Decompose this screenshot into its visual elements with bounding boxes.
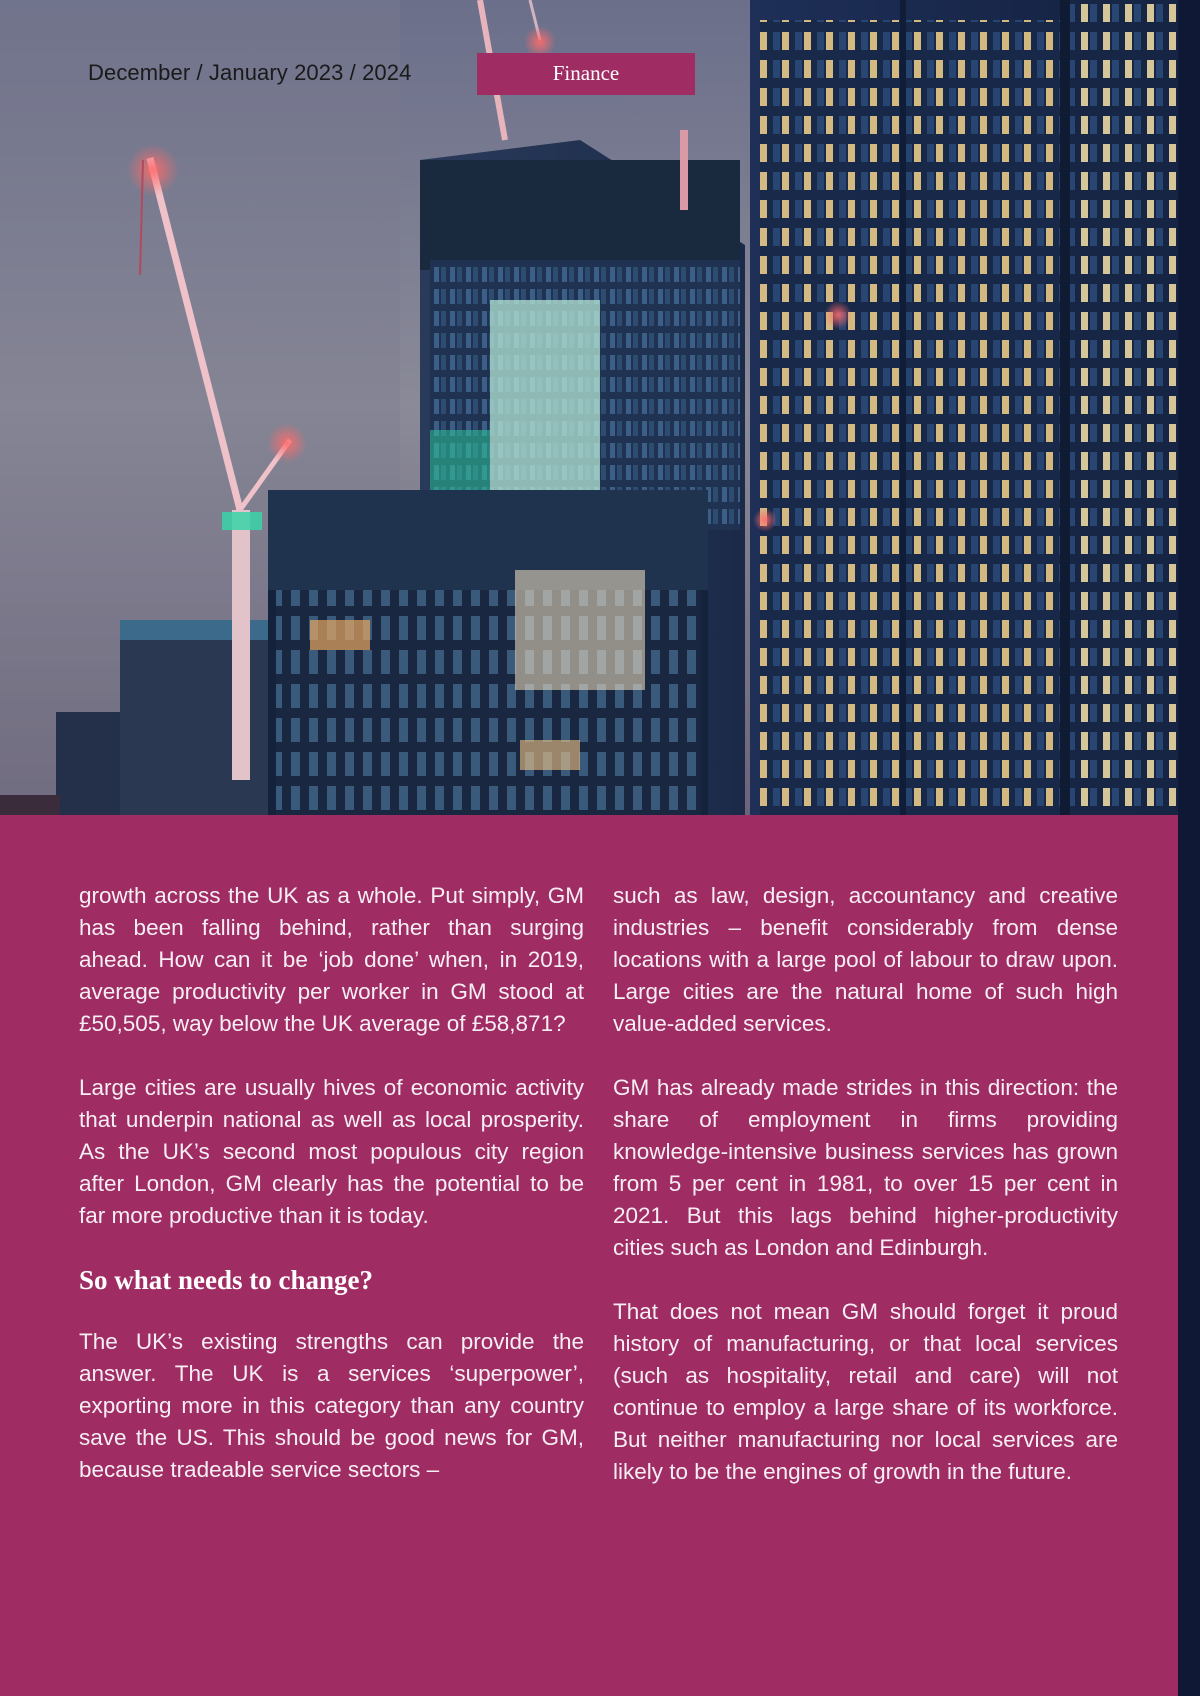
left-paragraph-3: The UK’s existing strengths can provide the answer. The UK is a services ‘superpower’, exporting more in this category than any country save the US. This should be good news for GM, because tradeable service sectors – (79, 1329, 584, 1482)
right-edge-strip (1178, 0, 1200, 1696)
hero-photo (0, 0, 1178, 815)
article-left-column (79, 880, 584, 1518)
right-paragraph-3: That does not mean GM should forget it proud history of manufacturing, or that local services (such as hospitality, retail and care) will not continue to employ a large share of its workforce. But neither manufacturing nor local services are likely to be the engines of growth in the future. (613, 1299, 1118, 1484)
right-paragraph-2: GM has already made strides in this direction: the share of employment in firms providing knowledge-intensive business services has grown from 5 per cent in 1981, to over 15 per cent in 2021. But this lags behind higher-productivity cities such as London and Edinburgh. (613, 1075, 1118, 1260)
left-paragraph-1: growth across the UK as a whole. Put simply, GM has been falling behind, rather than surging ahead. How can it be ‘job done’ when, in 2019, average productivity per worker in GM stood at £50,505, way below the UK average of £58,871? (79, 883, 584, 1036)
city-skyline-photo-icon (0, 0, 1178, 815)
issue-date: December / January 2023 / 2024 (88, 60, 412, 85)
section-heading: So what needs to change? (79, 1265, 374, 1295)
left-paragraph-2: Large cities are usually hives of economic activity that underpin national as well as local prosperity. As the UK’s second most populous city region after London, GM clearly has the potential to be far more productive than it is today. (79, 1075, 584, 1228)
article-right-column (613, 880, 1118, 1520)
right-paragraph-1: such as law, design, accountancy and creative industries – benefit considerably from dense locations with a large pool of labour to draw upon. Large cities are the natural home of such high value-added services. (613, 883, 1118, 1036)
section-badge: Finance (477, 53, 695, 95)
